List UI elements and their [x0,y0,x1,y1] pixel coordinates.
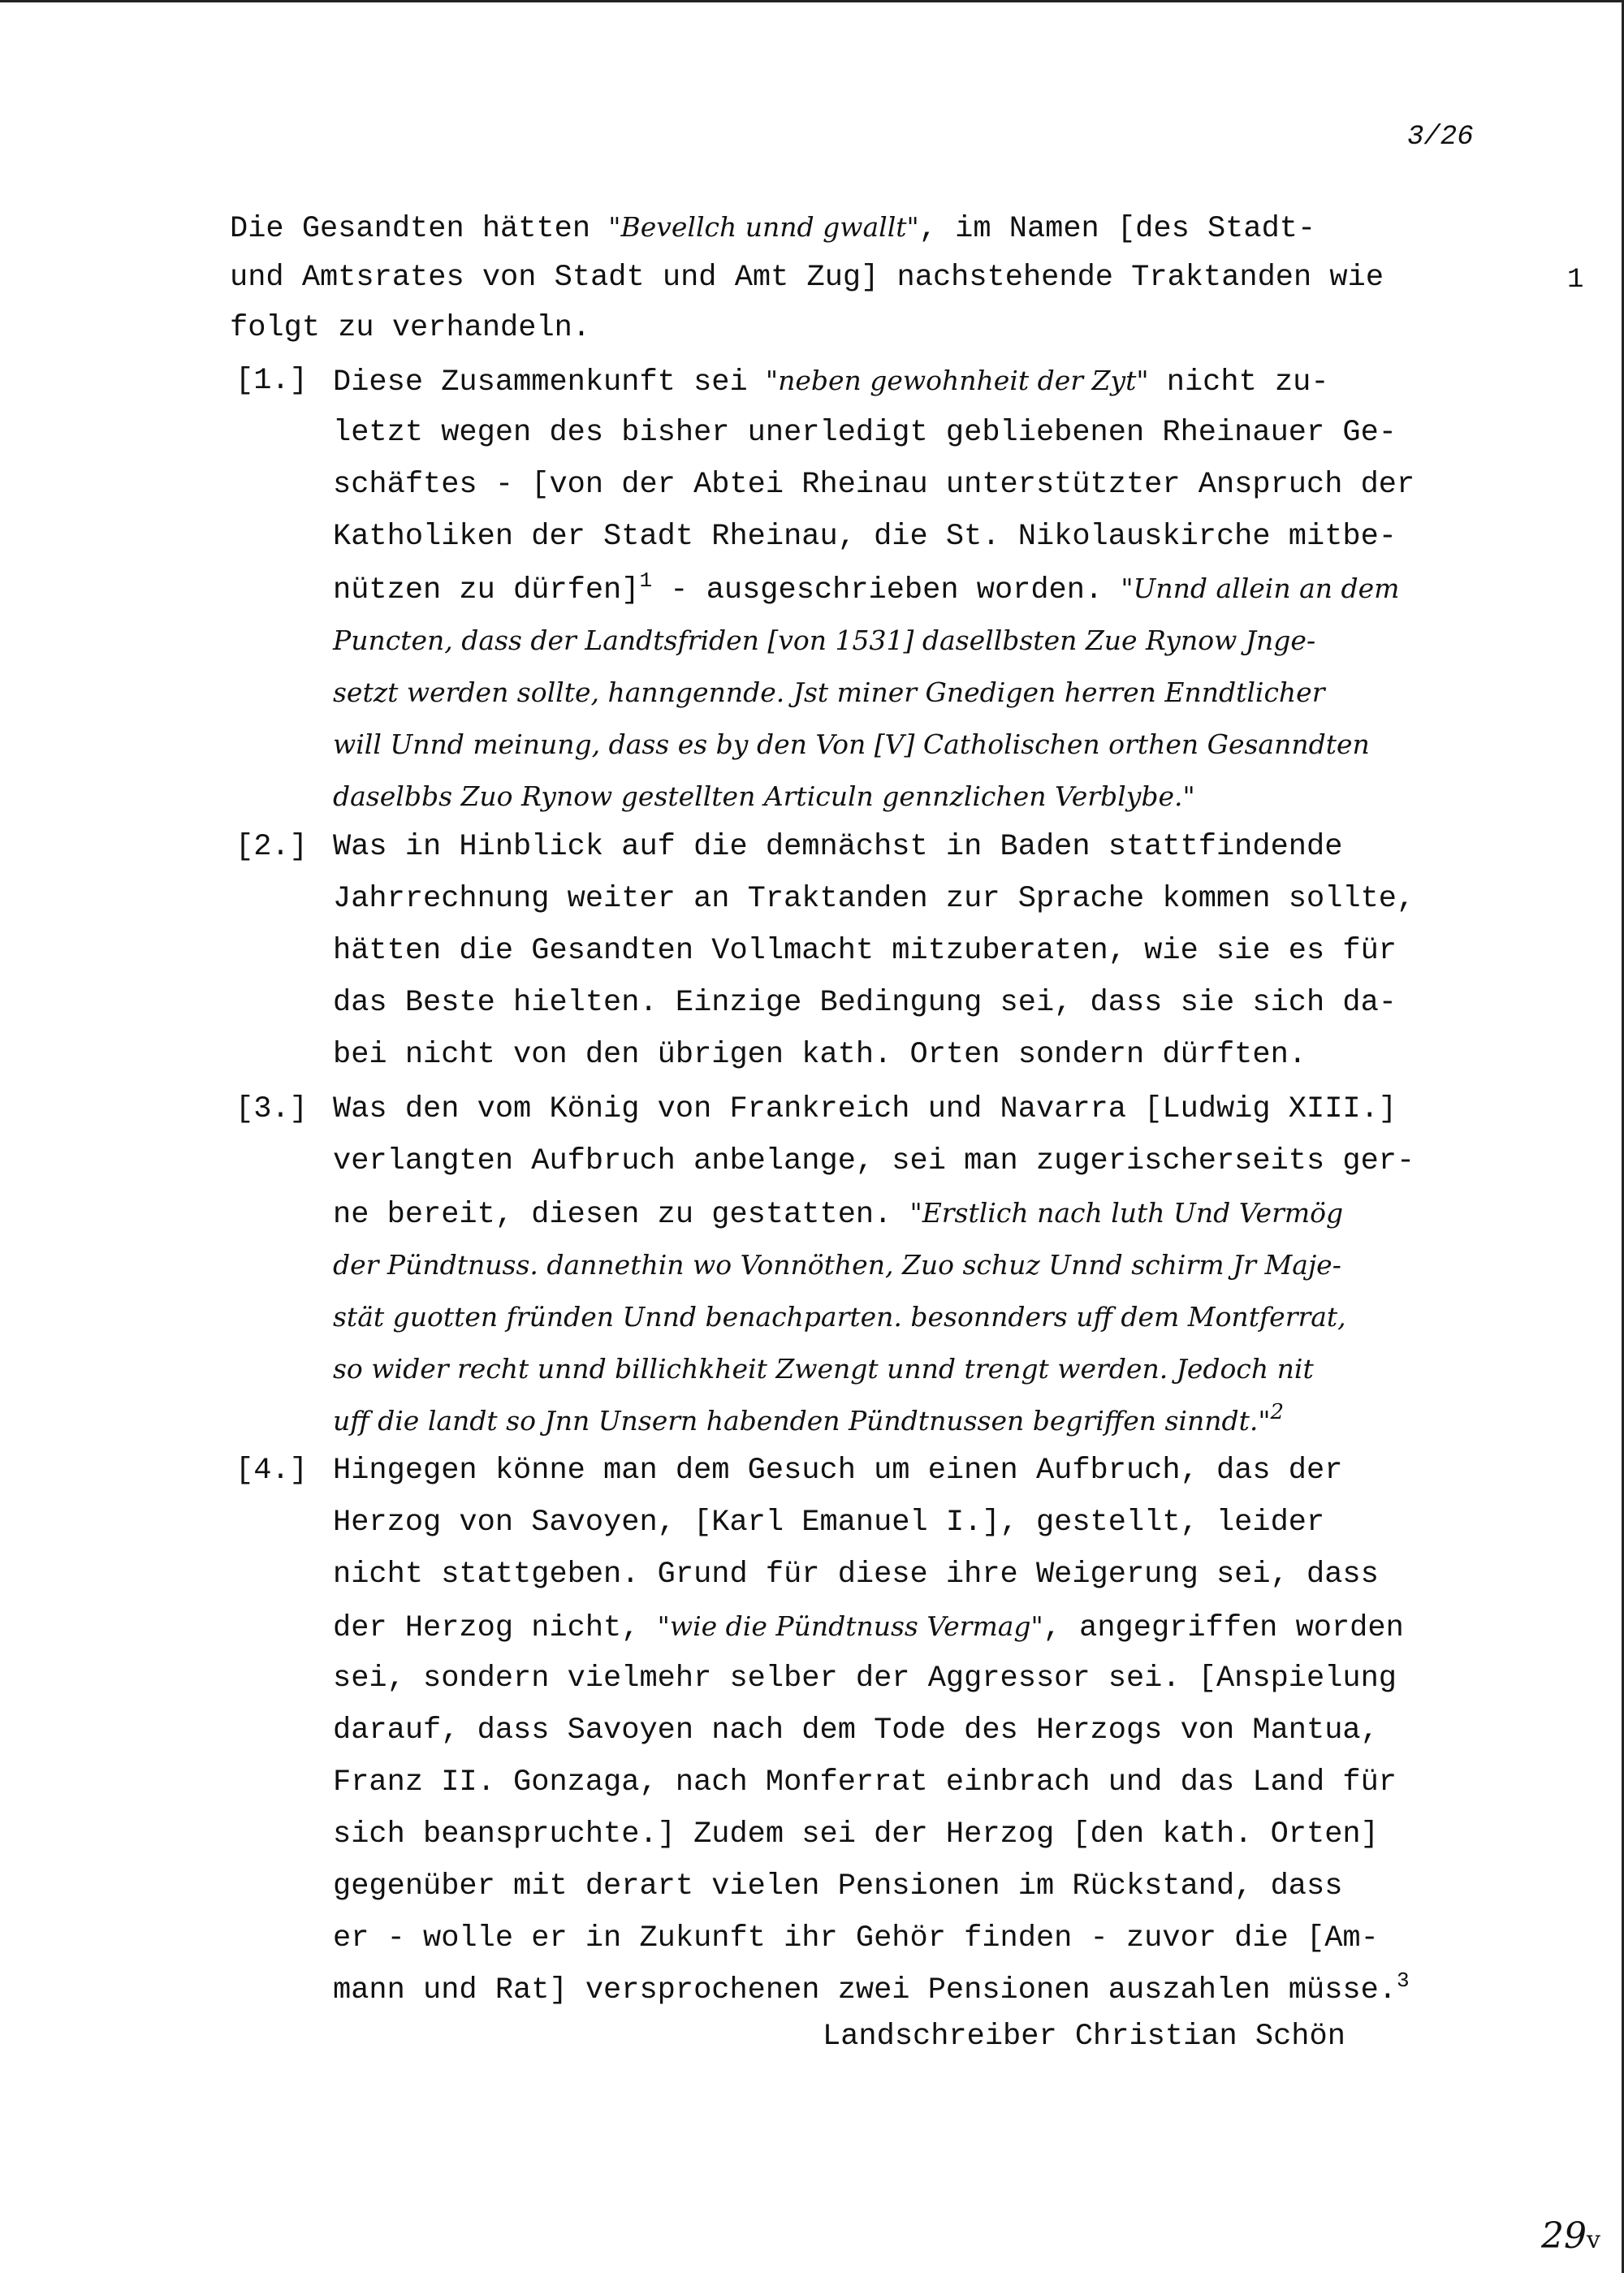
item-line: gegenüber mit derart vielen Pensionen im Rückstand, dass [333,1869,1343,1904]
item-line: sich beanspruchte.] Zudem sei der Herzog [den kath. Orten] [333,1817,1379,1852]
quote-line: Puncten, dass der Landtsfriden [von 1531] dasellbsten Zue Rynow Jnge- [333,624,1316,656]
item-line: er - wolle er in Zukunft ihr Gehör finden - zuvor die [Am- [333,1921,1379,1955]
scan-border-top [0,0,1624,2]
item-line: Diese Zusammenkunft sei "neben gewohnheit der Zyt" nicht zu- [333,365,1329,400]
footnote-ref: 2 [1270,1400,1285,1424]
quote-line: so wider recht unnd billichkheit Zwengt unnd trengt werden. Jedoch nit [333,1353,1314,1385]
item-line: bei nicht von den übrigen kath. Orten sondern dürften. [333,1038,1307,1072]
quote-line: der Pündtnuss. dannethin wo Vonnöthen, Zuo schuz Unnd schirm Jr Maje- [333,1249,1341,1281]
item-line: hätten die Gesandten Vollmacht mitzuberaten, wie sie es für [333,934,1397,968]
item-line: Was den vom König von Frankreich und Navarra [Ludwig XIII.] [333,1092,1397,1126]
intro-line: Die Gesandten hätten "Bevellch unnd gwallt", im Namen [des Stadt- [230,211,1316,246]
item-line: Franz II. Gonzaga, nach Monferrat einbrach und das Land für [333,1765,1397,1800]
quote-line: stät guotten fründen Unnd benachparten. besonnders uff dem Montferrat, [333,1301,1346,1333]
item-line: Was in Hinblick auf die demnächst in Baden stattfindende [333,830,1343,864]
item-line: verlangten Aufbruch anbelange, sei man zugerischerseits ger- [333,1144,1415,1178]
item-line: nicht stattgeben. Grund für diese ihre Weigerung sei, dass [333,1558,1379,1592]
item-line: schäftes - [von der Abtei Rheinau unterstützter Anspruch der [333,468,1415,502]
quote-line: setzt werden sollte, hanngennde. Jst miner Gnedigen herren Enndtlicher [333,676,1325,708]
item-line: Hingegen könne man dem Gesuch um einen Aufbruch, das der [333,1454,1343,1488]
item-line: mann und Rat] versprochenen zwei Pensionen auszahlen müsse.$^3$ [333,1968,1410,2007]
item-line: letzt wegen des bisher unerledigt gebliebenen Rheinauer Ge- [333,416,1397,450]
quote-line: daselbbs Zuo Rynow gestellten Articuln gennzlichen Verblybe." [333,780,1195,812]
item-number: [1.] [235,364,308,398]
footnote-ref: 3 [1397,1968,1410,1993]
item-line: sei, sondern vielmehr selber der Aggressor sei. [Anspielung [333,1662,1397,1696]
quote-line: uff die landt so Jnn Unsern habenden Pündtnussen begriffen sinndt."$^2$ [333,1400,1285,1437]
item-line: der Herzog nicht, "wie die Pündtnuss Vermag", angegriffen worden [333,1610,1404,1645]
item-line: ne bereit, diesen zu gestatten. "Erstlich nach luth Und Vermög [333,1197,1344,1232]
item-line: das Beste hielten. Einzige Bedingung sei, dass sie sich da- [333,986,1397,1020]
item-line: Herzog von Savoyen, [Karl Emanuel I.], gestellt, leider [333,1506,1325,1540]
item-line: nützen zu dürfen]$^1$ - ausgeschrieben worden. "Unnd allein an dem [333,568,1400,607]
item-number: [3.] [235,1092,308,1126]
signature: Landschreiber Christian Schön [823,2020,1345,2054]
footnote-ref: 1 [639,568,653,593]
quote-line: will Unnd meinung, dass es by den Von [V] Catholischen orthen Gesanndten [333,728,1370,760]
intro-line: folgt zu verhandeln. [230,311,591,345]
item-line: darauf, dass Savoyen nach dem Tode des Herzogs von Mantua, [333,1713,1379,1748]
intro-line: und Amtsrates von Stadt und Amt Zug] nachstehende Traktanden wie [230,261,1384,295]
item-line: Jahrrechnung weiter an Traktanden zur Sprache kommen sollte, [333,882,1415,916]
margin-mark: 1 [1567,265,1584,296]
page-number: 3/26 [1407,122,1474,153]
item-number: [4.] [235,1454,308,1488]
folio-number: 29v [1541,2215,1600,2257]
item-number: [2.] [235,830,308,864]
item-line: Katholiken der Stadt Rheinau, die St. Nikolauskirche mitbe- [333,520,1397,554]
